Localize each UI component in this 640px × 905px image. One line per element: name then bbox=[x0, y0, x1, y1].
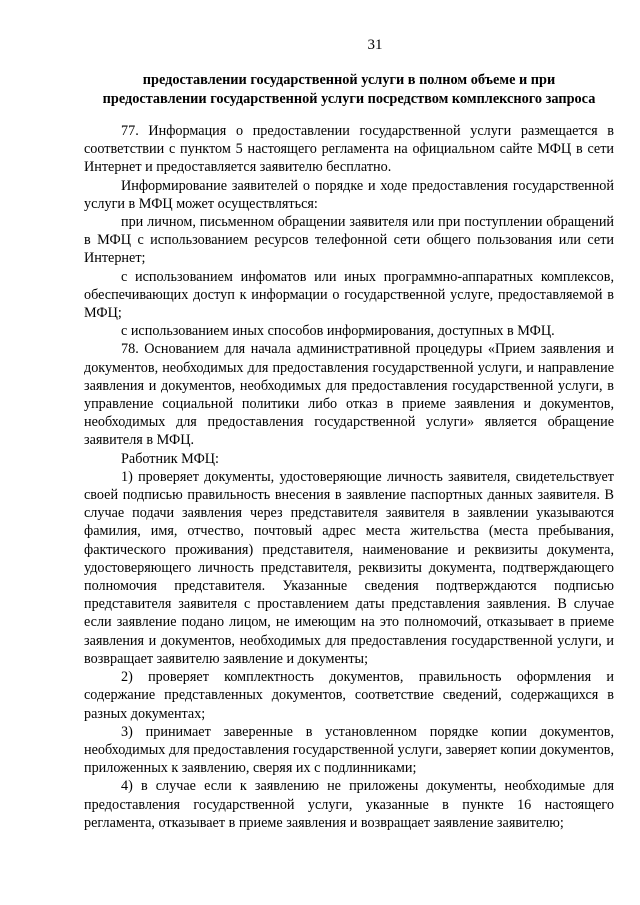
section-heading-line-1: предоставлении государственной услуги в полном объеме и при bbox=[142, 72, 556, 88]
paragraph-item-4: 4) в случае если к заявлению не приложены документы, необходимые для предоставления государственной услуги, указанные в пункте 16 настоящего регламента, отказывает в приеме заявления и возвращает заявление заявителю; bbox=[84, 778, 614, 831]
section-heading bbox=[84, 71, 614, 108]
paragraph-item-1: 1) проверяет документы, удостоверяющие личность заявителя, свидетельствует своей подписью правильность внесения в заявление паспортных данных заявителя. В случае подачи заявления через представителя заявителя в заявлении указываются фамилия, имя, отчество, почтовый адрес места жительства (места пребывания, фактического проживания) представителя, наименование и реквизиты документа, удостоверяющего личность представителя, реквизиты документа, подтверждающего полномочия представителя. Указанные сведения подтверждаются подписью представителя заявителя с проставлением даты представления заявления. В случае если заявление подано лицом, не имеющим на это полномочий, отказывает в приеме заявления и документов, необходимых для предоставления государственной услуги, и возвращает заявителю заявление и документы; bbox=[84, 468, 614, 667]
paragraph-item-2: 2) проверяет комплектность документов, правильность оформления и содержание представленных документов, соответствие сведений, содержащихся в разных документах; bbox=[84, 669, 614, 722]
paragraph-personal-appeal: при личном, письменном обращении заявителя или при поступлении обращений в МФЦ с использованием ресурсов телефонной сети общего пользования или сети Интернет; bbox=[84, 214, 614, 267]
paragraph-mfc-worker: Работник МФЦ: bbox=[121, 450, 219, 467]
paragraph-78: 78. Основанием для начала административной процедуры «Прием заявления и документов, необходимых для предоставления государственной услуги, и направление заявления и документов, необходимых для предоставления государственной услуги, в управление социальной политики либо отказ в приеме заявления и документов, необходимых для предоставления государственной услуги» является обращение заявителя в МФЦ. bbox=[84, 341, 614, 449]
paragraph-infomats: с использованием инфоматов или иных программно-аппаратных комплексов, обеспечивающих доступ к информации о государственной услуге, предоставляемой в МФЦ; bbox=[84, 268, 614, 322]
page-number: 31 bbox=[367, 37, 383, 53]
body-text bbox=[84, 122, 614, 832]
paragraph-item-3: 3) принимает заверенные в установленном порядке копии документов, необходимых для предоставления государственной услуги, заверяет копии документов, приложенных к заявлению, сверяя их с подлинниками; bbox=[84, 723, 614, 777]
paragraph-other-methods: с использованием иных способов информирования, доступных в МФЦ. bbox=[121, 323, 555, 340]
paragraph-77: 77. Информация о предоставлении государственной услуги размещается в соответствии с пунктом 5 настоящего регламента на официальном сайте МФЦ в сети Интернет и предоставляется заявителю бесплатно. bbox=[84, 123, 614, 176]
section-heading-line-2: предоставлении государственной услуги посредством комплексного запроса bbox=[102, 90, 596, 107]
paragraph-informing-intro: Информирование заявителей о порядке и ходе предоставления государственной услуги в МФЦ может осуществляться: bbox=[84, 177, 614, 212]
